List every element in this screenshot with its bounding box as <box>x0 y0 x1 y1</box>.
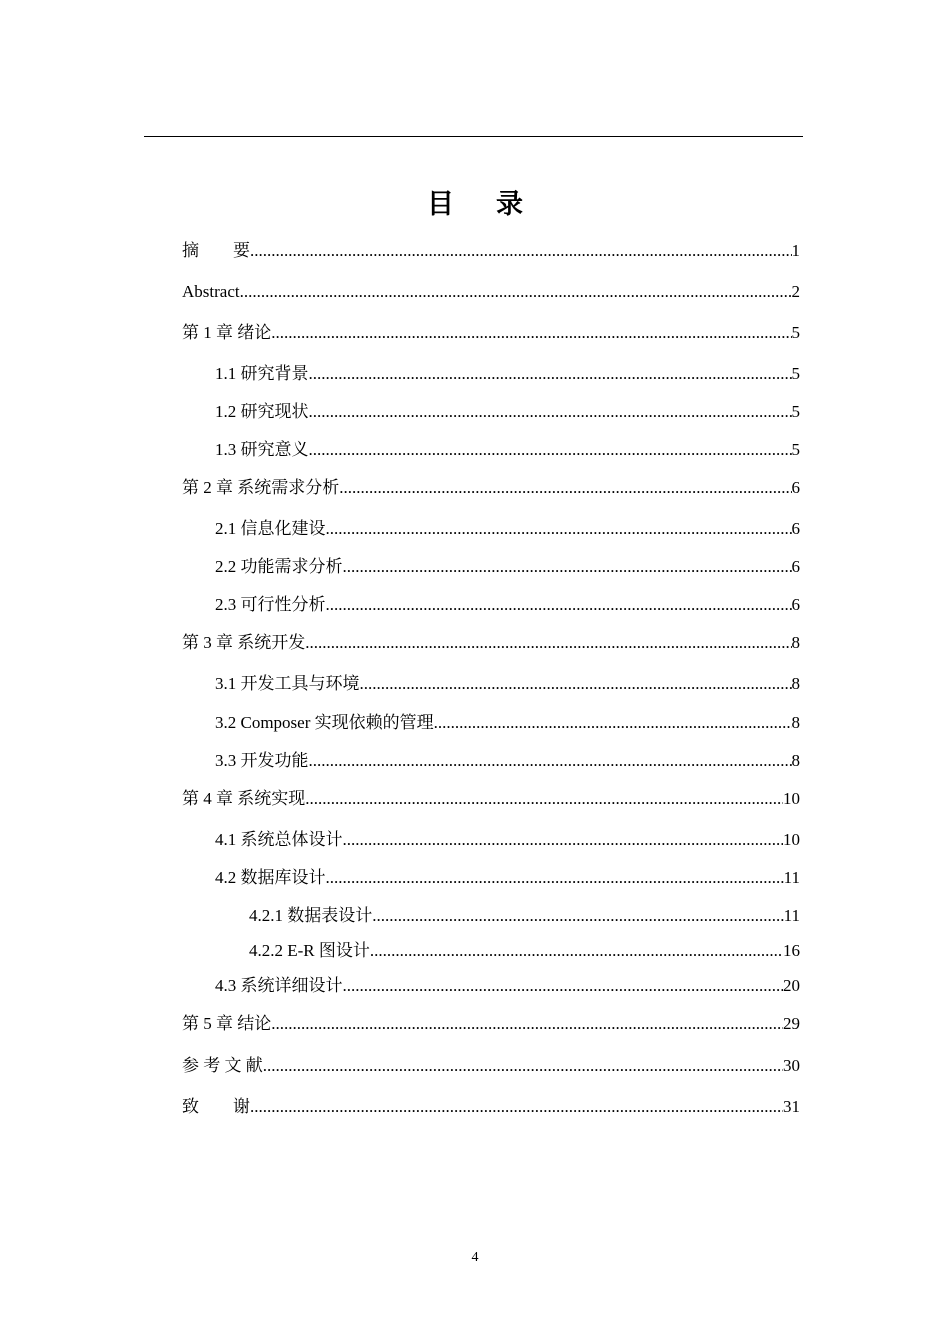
toc-entry-3-3[interactable] <box>215 749 800 773</box>
toc-entry-page: 31 <box>783 1097 800 1116</box>
toc-title <box>0 182 950 221</box>
page-number: 4 <box>471 1250 479 1265</box>
toc-entry-label: 第 2 章 系统需求分析 <box>182 478 340 497</box>
toc-entry-label: 1.3 研究意义 <box>215 440 309 459</box>
toc-entry-page: 6 <box>791 595 800 614</box>
toc-entry-label: 4.3 系统详细设计 <box>215 976 343 995</box>
header-rule <box>144 136 803 137</box>
toc-title-char-2: 录 <box>496 189 523 220</box>
toc-entry-page: 5 <box>791 364 800 383</box>
toc-entry-page: 1 <box>791 241 800 260</box>
toc-entry-4-2-2[interactable] <box>249 939 800 963</box>
toc-entry-label: 第 3 章 系统开发 <box>182 633 306 652</box>
toc-entry-4-1[interactable] <box>215 828 800 852</box>
toc-entry-page: 11 <box>783 868 800 887</box>
toc-entry-label: Abstract <box>182 282 240 301</box>
toc-entry-label: 摘 要 <box>182 241 250 260</box>
toc-entry-page: 5 <box>791 440 800 459</box>
toc-entry-label: 2.1 信息化建设 <box>215 519 326 538</box>
toc-entry-label: 参 考 文 献 <box>182 1056 263 1075</box>
toc-entry-2-2[interactable] <box>215 555 800 579</box>
toc-entry-3-2[interactable] <box>215 711 800 735</box>
toc-entry-page: 8 <box>791 713 800 732</box>
toc-entry-page: 6 <box>791 478 800 497</box>
toc-entry-label: 3.2 Composer 实现依赖的管理 <box>215 713 434 732</box>
toc-entry-2-3[interactable] <box>215 593 800 617</box>
toc-entry-page: 11 <box>783 906 800 925</box>
toc-entry-label: 4.2.1 数据表设计 <box>249 906 373 925</box>
toc-entry-label: 致 谢 <box>182 1097 250 1116</box>
toc-entry-chapter-5[interactable] <box>182 1012 800 1036</box>
toc-entry-label: 4.2.2 E-R 图设计 <box>249 941 370 960</box>
toc-entry-page: 8 <box>791 674 800 693</box>
toc-entry-label: 4.1 系统总体设计 <box>215 830 343 849</box>
toc-entry-chapter-1[interactable] <box>182 321 800 345</box>
toc-entry-acknowledgements[interactable] <box>182 1095 800 1119</box>
toc-entry-label: 1.2 研究现状 <box>215 402 309 421</box>
toc-entry-references[interactable] <box>182 1054 800 1078</box>
toc-entry-page: 5 <box>791 402 800 421</box>
toc-entry-label: 1.1 研究背景 <box>215 364 309 383</box>
toc-entry-page: 16 <box>783 941 800 960</box>
toc-entry-page: 10 <box>783 830 800 849</box>
toc-entry-4-2-1[interactable] <box>249 904 800 928</box>
toc-entry-label: 4.2 数据库设计 <box>215 868 326 887</box>
toc-entry-1-2[interactable] <box>215 400 800 424</box>
toc-entry-1-3[interactable] <box>215 438 800 462</box>
toc-entry-page: 2 <box>791 282 800 301</box>
toc-entry-4-3[interactable] <box>215 974 800 998</box>
toc-entry-chapter-4[interactable] <box>182 787 800 811</box>
toc-entry-chapter-2[interactable] <box>182 476 800 500</box>
toc-entry-4-2[interactable] <box>215 866 800 890</box>
toc-entry-label: 3.1 开发工具与环境 <box>215 674 360 693</box>
toc-entry-page: 30 <box>783 1056 800 1075</box>
toc-entry-1-1[interactable] <box>215 362 800 386</box>
toc-entry-abstract-en[interactable] <box>182 280 800 304</box>
toc-entry-3-1[interactable] <box>215 672 800 696</box>
toc-entry-label: 2.3 可行性分析 <box>215 595 326 614</box>
toc-entry-label: 第 5 章 结论 <box>182 1014 272 1033</box>
toc-entry-page: 6 <box>791 519 800 538</box>
toc-entry-chapter-3[interactable] <box>182 631 800 655</box>
toc-entry-page: 10 <box>783 789 800 808</box>
toc-title-char-1: 目 <box>427 189 454 220</box>
toc-entry-page: 5 <box>791 323 800 342</box>
toc-entry-page: 29 <box>783 1014 800 1033</box>
toc-entry-page: 8 <box>791 633 800 652</box>
toc-entry-label: 第 1 章 绪论 <box>182 323 272 342</box>
toc-entry-page: 20 <box>783 976 800 995</box>
toc-entry-2-1[interactable] <box>215 517 800 541</box>
toc-entry-label: 第 4 章 系统实现 <box>182 789 306 808</box>
toc-entry-page: 6 <box>791 557 800 576</box>
toc-entry-label: 2.2 功能需求分析 <box>215 557 343 576</box>
toc-entry-page: 8 <box>791 751 800 770</box>
toc-entry-abstract-cn[interactable] <box>182 239 800 263</box>
toc-entry-label: 3.3 开发功能 <box>215 751 309 770</box>
